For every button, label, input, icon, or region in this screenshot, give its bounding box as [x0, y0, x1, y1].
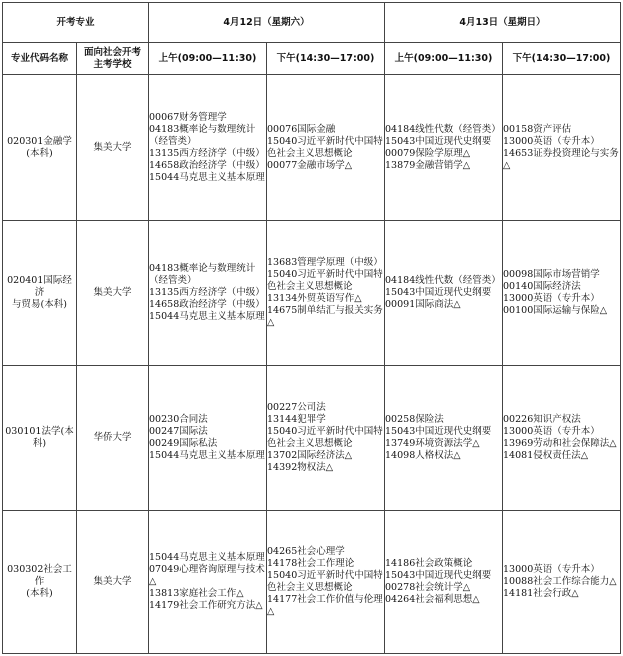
exam-list-d2-am: 14186社会政策概论 15043中国近现代史纲要 00278社会统计学△ 04264社会福利思想△ [385, 511, 503, 654]
exam-list-d2-pm: 00098国际市场营销学 00140国际经济法 13000英语（专升本） 00100国际运输与保险△ [503, 221, 621, 366]
major-code-name: 030101法学(本 科) [3, 366, 77, 511]
host-school: 华侨大学 [77, 366, 149, 511]
exam-list-d2-pm: 00158资产评估 13000英语（专升本） 14653证券投资理论与实务 △ [503, 75, 621, 221]
table-row [3, 511, 621, 654]
exam-list-d1-pm: 00076国际金融 15040习近平新时代中国特 色社会主义思想概论 00077金融市场学△ [267, 75, 385, 221]
exam-list-d1-am: 00067财务管理学 04183概率论与数理统计 （经管类） 13135西方经济学（中级） 14658政治经济学（中级） 15044马克思主义基本原理 [149, 75, 267, 221]
header-date-apr13: 4月13日（星期日） [385, 3, 621, 43]
exam-list-d1-pm: 00227公司法 13144犯罪学 15040习近平新时代中国特 色社会主义思想概论 13702国际经济法△ 14392物权法△ [267, 366, 385, 511]
header-major: 开考专业 [3, 3, 149, 43]
header-d2-am: 上午(09:00—11:30) [385, 43, 503, 75]
exam-list-d2-am: 00258保险法 15043中国近现代史纲要 13749环境资源法学△ 14098人格权法△ [385, 366, 503, 511]
major-code-name: 020301金融学 (本科) [3, 75, 77, 221]
exam-list-d1-pm: 13683管理学原理（中级） 15040习近平新时代中国特 色社会主义思想概论 13134外贸英语写作△ 14675制单结汇与报关实务 △ [267, 221, 385, 366]
exam-list-d1-am: 15044马克思主义基本原理 07049心理咨询原理与技术 △ 13813家庭社会工作△ 14179社会工作研究方法△ [149, 511, 267, 654]
exam-list-d1-am: 04183概率论与数理统计 （经管类） 13135西方经济学（中级） 14658政治经济学（中级） 15044马克思主义基本原理 [149, 221, 267, 366]
header-d1-am: 上午(09:00—11:30) [149, 43, 267, 75]
major-code-name: 020401国际经济 与贸易(本科) [3, 221, 77, 366]
header-code-name: 专业代码名称 [3, 43, 77, 75]
exam-list-d2-am: 04184线性代数（经管类） 15043中国近现代史纲要 00079保险学原理△ 13879金融营销学△ [385, 75, 503, 221]
table-row [3, 75, 621, 221]
exam-list-d2-pm: 13000英语（专升本） 10088社会工作综合能力△ 14181社会行政△ [503, 511, 621, 654]
header-date-apr12: 4月12日（星期六） [149, 3, 385, 43]
host-school: 集美大学 [77, 511, 149, 654]
header-d1-pm: 下午(14:30—17:00) [267, 43, 385, 75]
exam-list-d1-pm: 04265社会心理学 14178社会工作理论 15040习近平新时代中国特 色社会主义思想概论 14177社会工作价值与伦理 △ [267, 511, 385, 654]
header-school: 面向社会开考 主考学校 [77, 43, 149, 75]
exam-list-d2-pm: 00226知识产权法 13000英语（专升本） 13969劳动和社会保障法△ 14081侵权责任法△ [503, 366, 621, 511]
host-school: 集美大学 [77, 221, 149, 366]
exam-list-d1-am: 00230合同法 00247国际法 00249国际私法 15044马克思主义基本原理 [149, 366, 267, 511]
major-code-name: 030302社会工作 (本科) [3, 511, 77, 654]
table-row [3, 221, 621, 366]
table-row [3, 366, 621, 511]
exam-list-d2-am: 04184线性代数（经管类） 15043中国近现代史纲要 00091国际商法△ [385, 221, 503, 366]
host-school: 集美大学 [77, 75, 149, 221]
exam-schedule-table [2, 2, 621, 654]
header-d2-pm: 下午(14:30—17:00) [503, 43, 621, 75]
